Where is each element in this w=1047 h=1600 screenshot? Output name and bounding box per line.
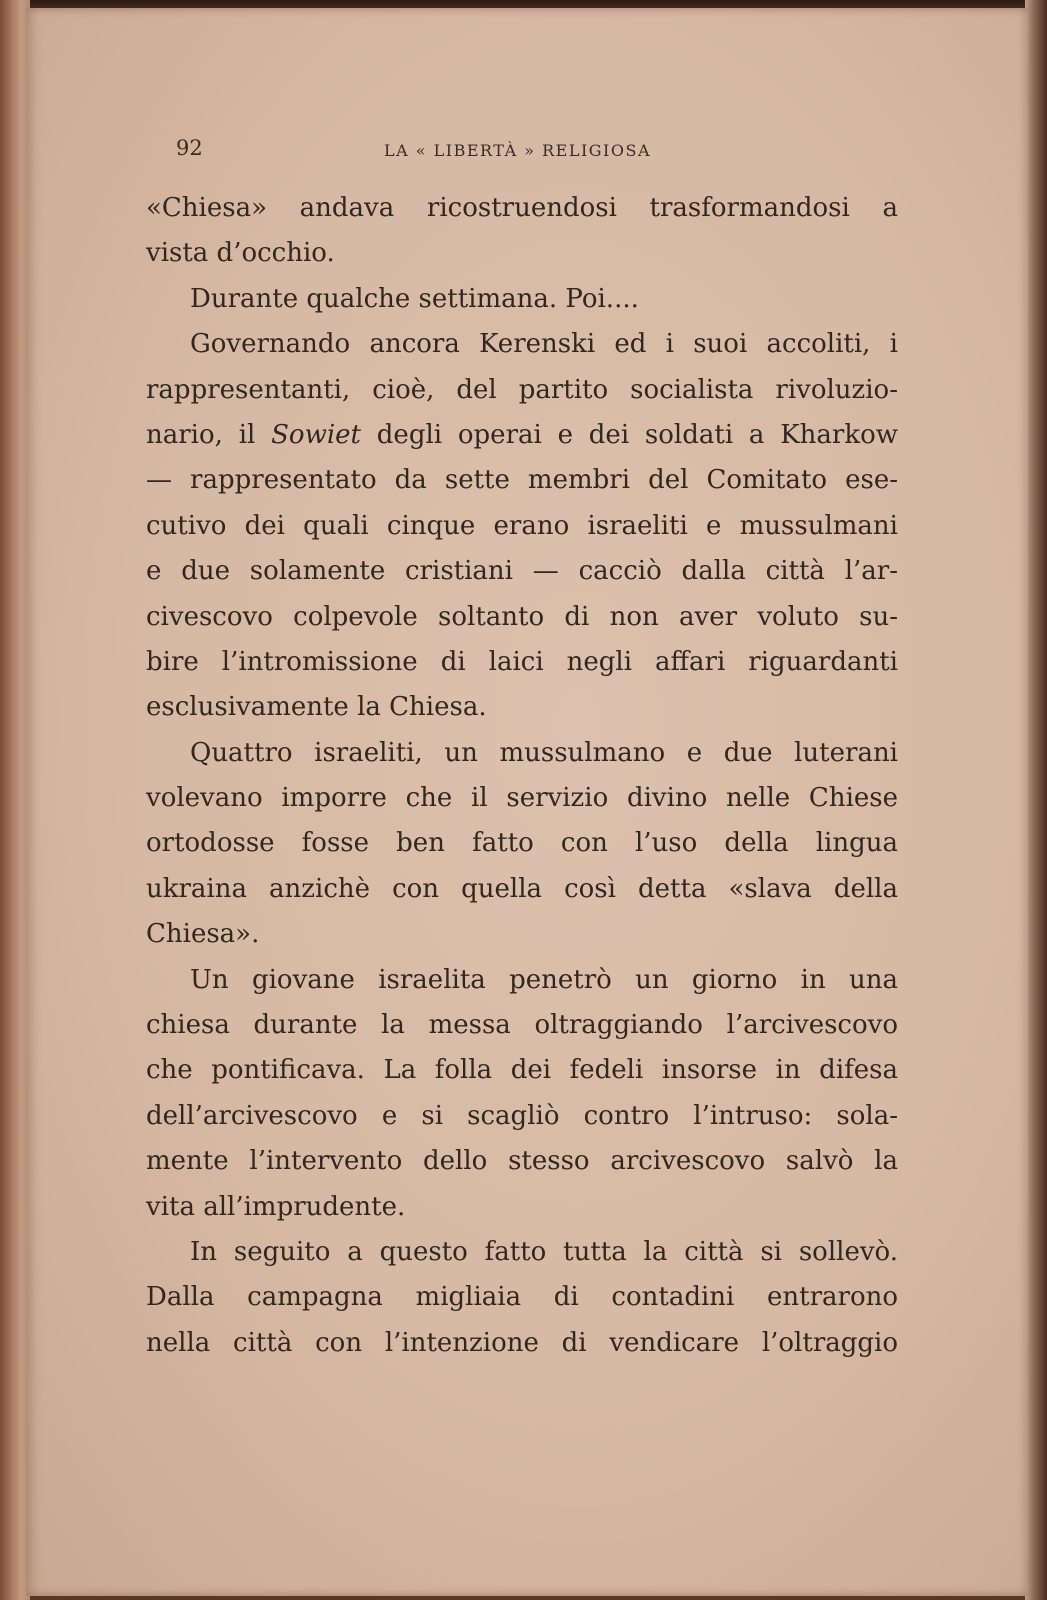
page-fore-edge <box>1025 0 1047 1600</box>
text-line: volevano imporre che il servizio divino nelle Chiese <box>146 783 898 814</box>
text-line: Durante qualche settimana. Poi.... <box>190 283 639 314</box>
text-line: In seguito a questo fatto tutta la città si sollevò. <box>190 1236 898 1267</box>
text-line: ortodosse fosse ben fatto con l’uso della lingua <box>146 828 898 859</box>
text-line: e due solamente cristiani — cacciò dalla città l’ar- <box>146 556 898 587</box>
text-fragment: degli operai e dei soldati a Kharkow <box>361 419 898 450</box>
text-fragment: nario, il <box>146 419 272 450</box>
text-line <box>146 413 898 458</box>
text-line: Governando ancora Kerenski ed i suoi accoliti, i <box>190 329 898 360</box>
text-line: vista d’occhio. <box>146 238 335 269</box>
text-line: — rappresentato da sette membri del Comitato ese- <box>146 465 898 496</box>
text-line: cutivo dei quali cinque erano israeliti e mussulmani <box>146 510 898 541</box>
text-line: civescovo colpevole soltanto di non aver voluto su- <box>146 601 898 632</box>
text-line: Chiesa». <box>146 919 260 950</box>
text-line: dell’arcivescovo e si scagliò contro l’intruso: sola- <box>146 1100 898 1131</box>
italic-term: Sowiet <box>271 419 361 450</box>
text-line: «Chiesa» andava ricostruendosi trasformandosi a <box>146 193 898 223</box>
running-title: LA « LIBERTÀ » RELIGIOSA <box>384 141 652 160</box>
text-line: Quattro israeliti, un mussulmano e due luterani <box>190 737 898 768</box>
text-line: mente l’intervento dello stesso arcivescovo salvò la <box>146 1146 898 1177</box>
text-line: nella città con l’intenzione di vendicare l’oltraggio <box>146 1327 898 1358</box>
body-text <box>146 186 898 1366</box>
text-line: chiesa durante la messa oltraggiando l’arcivescovo <box>146 1010 898 1041</box>
text-line: Dalla campagna migliaia di contadini entrarono <box>146 1282 898 1313</box>
text-line: ukraina anzichè con quella così detta «slava della <box>146 873 898 904</box>
text-line: rappresentanti, cioè, del partito socialista rivoluzio- <box>146 374 898 405</box>
text-line: che pontificava. La folla dei fedeli insorse in difesa <box>146 1055 898 1086</box>
text-line: vita all’imprudente. <box>146 1191 406 1222</box>
text-line: esclusivamente la Chiesa. <box>146 692 487 723</box>
text-line: bire l’intromissione di laici negli affari riguardanti <box>146 646 898 677</box>
text-line: Un giovane israelita penetrò un giorno in una <box>190 964 898 995</box>
page-header <box>176 136 916 166</box>
page-number: 92 <box>176 136 203 160</box>
